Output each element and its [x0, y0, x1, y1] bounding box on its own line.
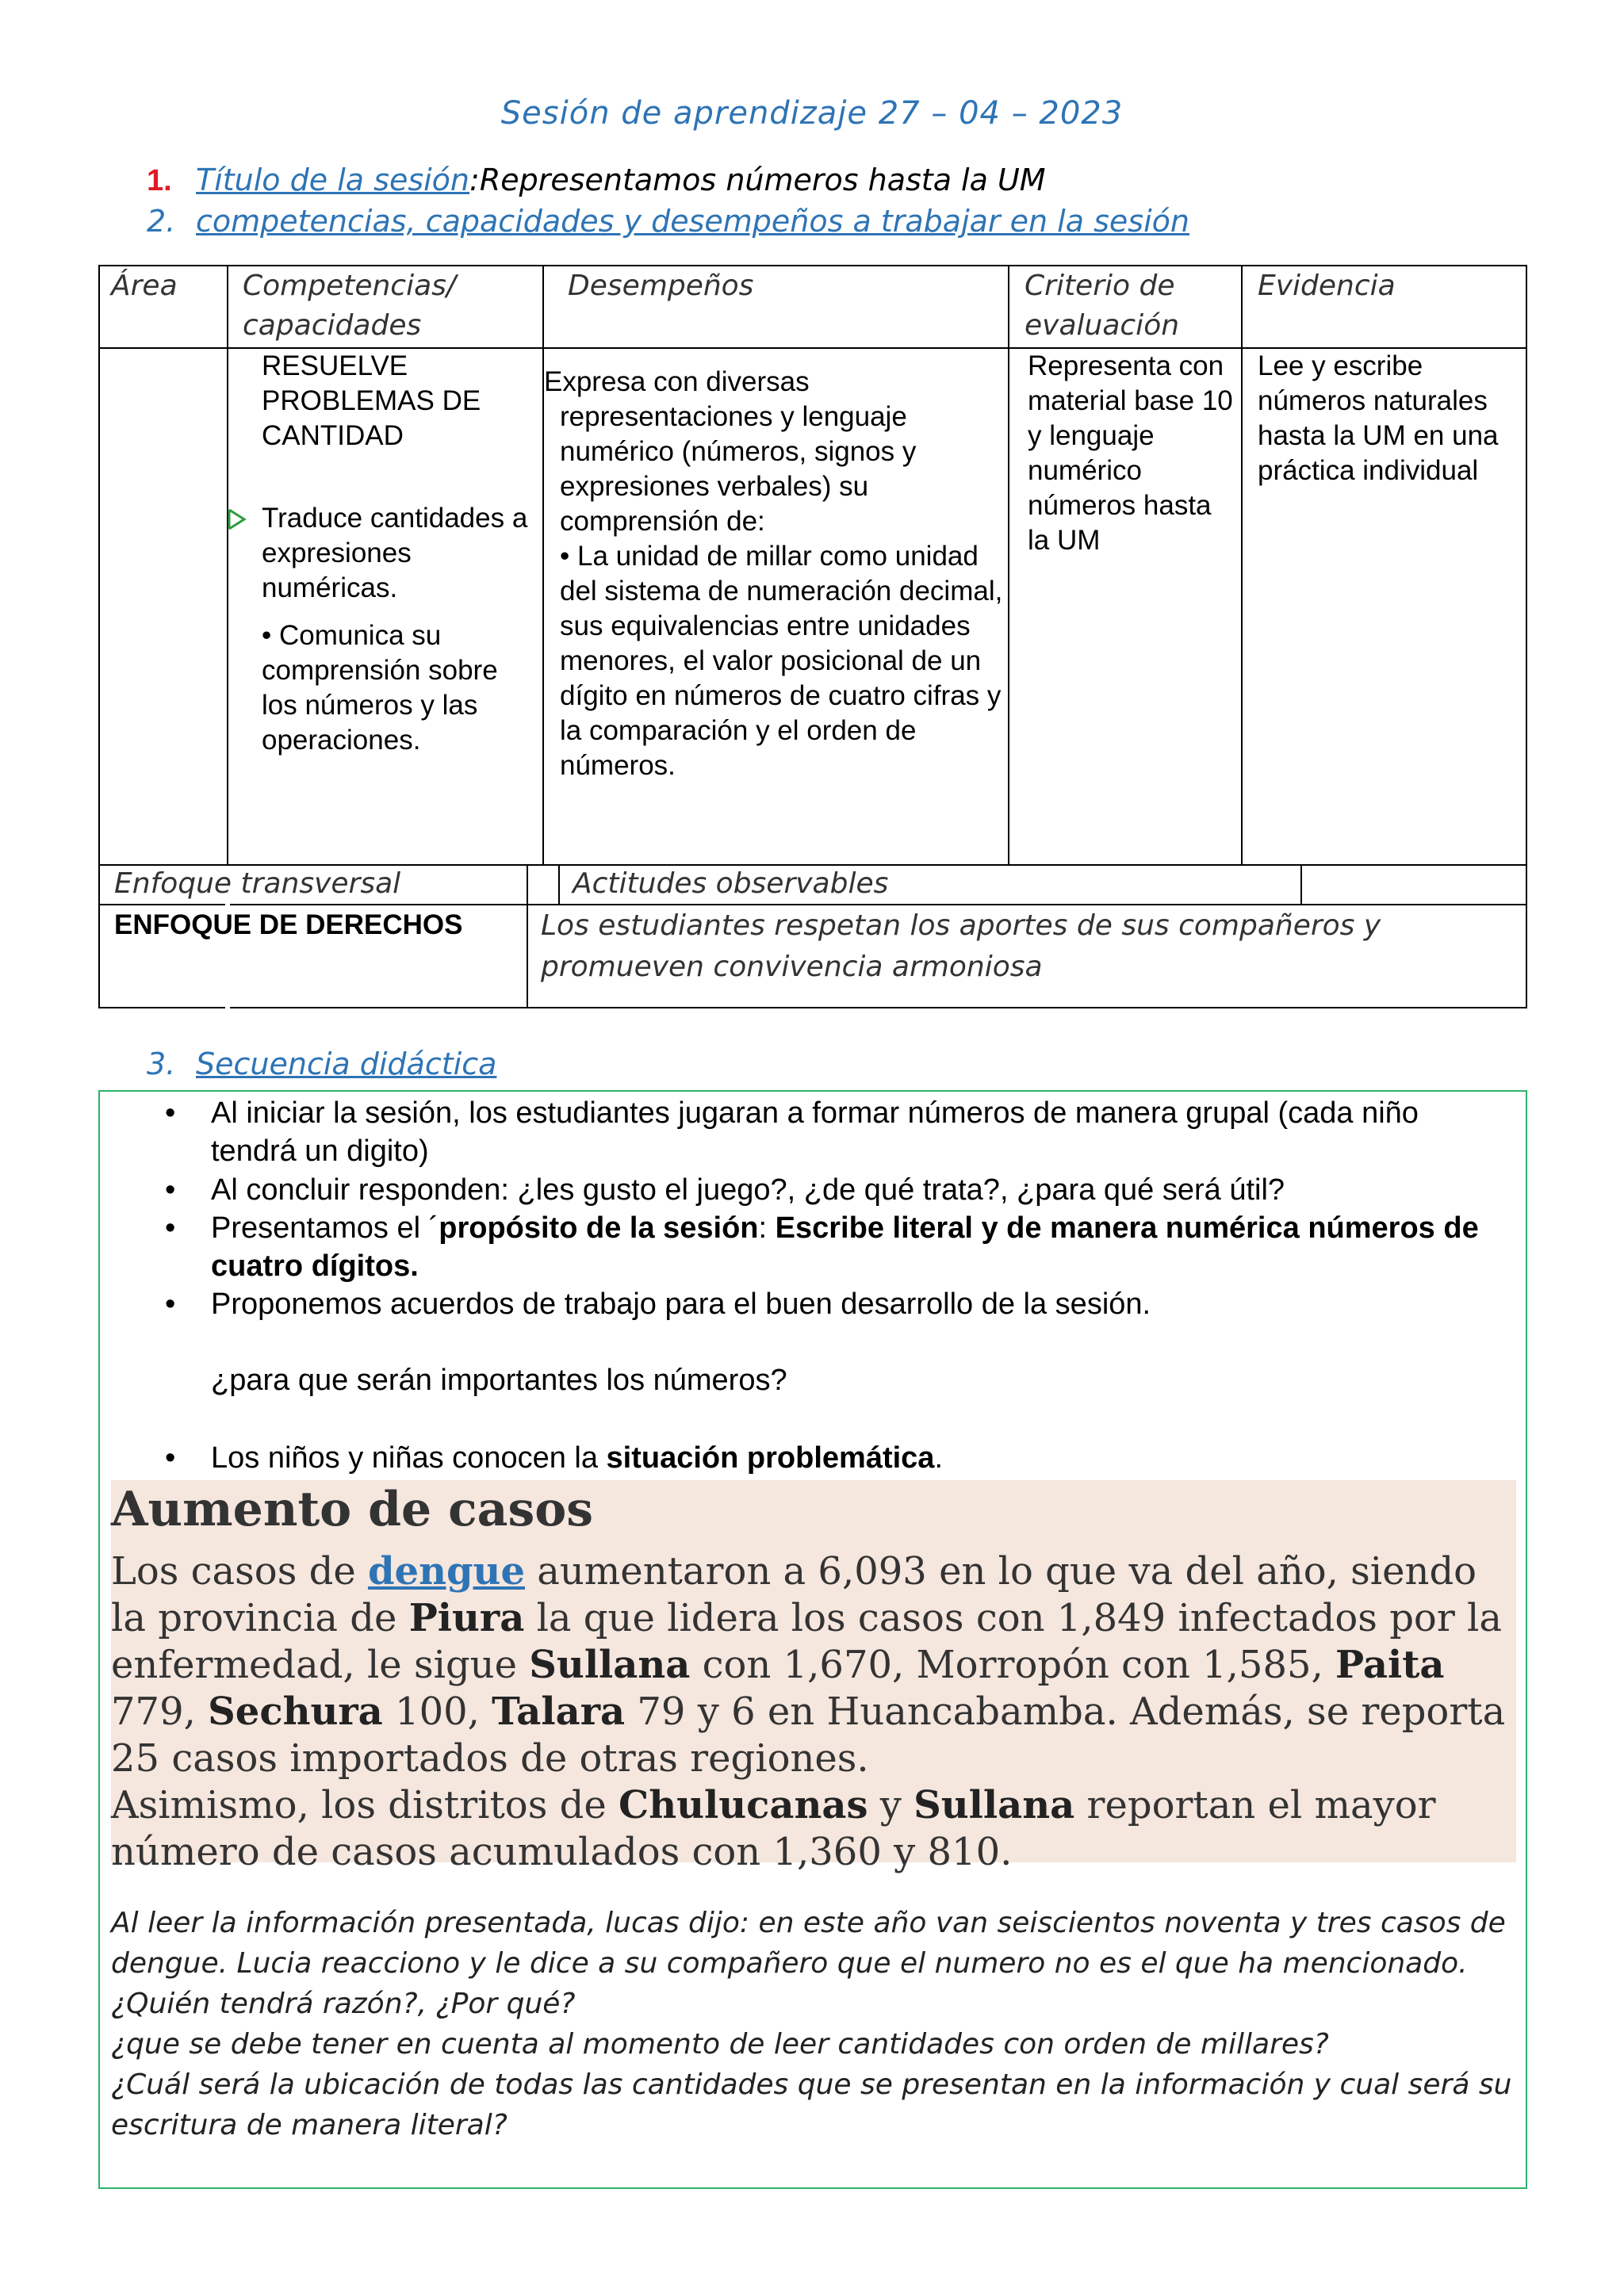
competencies-table: [98, 265, 1527, 1008]
competencies-heading-line: [147, 204, 1189, 239]
desempeno-detail: • La unidad de millar como unidad del sistema de numeración decimal, sus equivalencias entre unidades menores, el valor posicional de un dígito en números de cuatro cifras y la comparación y el orden de números.: [560, 541, 1003, 781]
header-criterio: Criterio de evaluación: [1025, 270, 1180, 342]
session-title-label: Título de la sesión: [196, 163, 470, 197]
list-item: • Al concluir responden: ¿les gusto el juego?, ¿de qué trata?, ¿para qué será útil?: [211, 1171, 1496, 1209]
header-competencias: Competencias/ capacidades: [243, 270, 457, 342]
header-evidencia: Evidencia: [1258, 270, 1396, 302]
item-number-2: 2.: [147, 204, 176, 239]
header-area: Área: [111, 270, 178, 302]
competencia-title: RESUELVE PROBLEMAS DE CANTIDAD: [262, 350, 481, 451]
question-line: ¿para que serán importantes los números?: [211, 1364, 787, 1397]
table-divider: [558, 866, 560, 905]
problem-statement: Al leer la información presentada, lucas dijo: en este año van seiscientos noventa y tres casos de dengue. Lucia reacciono y le dice a su compañero que el numero no es el que ha mencionado.: [111, 1907, 1506, 1980]
list-item: • Presentamos el ´propósito de la sesión: Escribe literal y de manera numérica números de cuatro dígitos.: [211, 1209, 1496, 1285]
capacidad-2: • Comunica su comprensión sobre los números y las operaciones.: [262, 620, 498, 756]
question-2: ¿que se debe tener en cuenta al momento de leer cantidades con orden de millares?: [111, 2028, 1329, 2061]
bullet-icon: •: [165, 1173, 176, 1207]
bullet-icon: •: [165, 1096, 176, 1130]
problem-questions: [111, 1903, 1515, 2145]
header-desempenos: Desempeños: [568, 270, 754, 302]
capacidad-1: [262, 501, 531, 606]
arrow-right-icon: [227, 507, 247, 531]
desempeno-cell: [544, 365, 1004, 783]
competencia-cell: [262, 349, 531, 758]
bullet-icon: •: [165, 1211, 176, 1245]
actitudes-value: Los estudiantes respetan los aportes de sus compañeros y promueven convivencia armoniosa: [541, 909, 1381, 983]
table-divider: [1008, 266, 1009, 866]
list-item: • Proponemos acuerdos de trabajo para el buen desarrollo de la sesión.: [211, 1285, 1496, 1323]
table-divider: [1300, 866, 1302, 905]
list-item: • Al iniciar la sesión, los estudiantes jugaran a formar números de manera grupal (cada niño tendrá un digito): [211, 1094, 1496, 1170]
news-body: Los casos de dengue aumentaron a 6,093 en lo que va del año, siendo la provincia de Piura la que lidera los casos con 1,849 infectados por la enfermedad, le sigue Sullana con 1,670, Morropón con 1,585, Paita 779, Sechura 100, Talara 79 y 6 en Huancabamba. Además, se reporta 25 casos importados de otras regiones. Asimismo, los distritos de Chulucanas y Sullana reportan el mayor número de casos acumulados con 1,360 y 810.: [111, 1549, 1506, 1874]
news-title: Aumento de casos: [111, 1482, 594, 1537]
sequence-heading-line: [147, 1047, 496, 1082]
session-title-line: [147, 163, 1046, 198]
bullet-icon: •: [165, 1441, 176, 1475]
dengue-link[interactable]: dengue: [367, 1549, 525, 1594]
item-number-3: 3.: [147, 1047, 176, 1081]
session-title-value: :Representamos números hasta la UM: [469, 163, 1046, 197]
page-title: Sesión de aprendizaje 27 – 04 – 2023: [500, 95, 1124, 132]
actitudes-header: Actitudes observables: [573, 867, 889, 900]
list-item: • Los niños y niñas conocen la situación problemática.: [211, 1439, 1496, 1477]
enfoque-value: ENFOQUE DE DERECHOS: [114, 909, 463, 940]
bullet-icon: •: [165, 1288, 176, 1321]
criterio-cell: Representa con material base 10 y lenguaje numérico números hasta la UM: [1028, 350, 1233, 556]
question-3: ¿Cuál será la ubicación de todas las cantidades que se presentan en la información y cual será su escritura de manera literal?: [111, 2068, 1512, 2141]
sequence-box: [98, 1090, 1527, 2189]
evidencia-cell: Lee y escribe números naturales hasta la UM en una práctica individual: [1258, 350, 1499, 486]
enfoque-header: Enfoque transversal: [114, 867, 401, 900]
desempeno-text: Expresa con diversas representaciones y lenguaje numérico (números, signos y expresiones verbales) su comprensión de:: [544, 366, 917, 537]
news-excerpt: [111, 1480, 1516, 1874]
question-1: ¿Quién tendrá razón?, ¿Por qué?: [111, 1988, 576, 2020]
capacidad-1-text: Traduce cantidades a expresiones numéricas.: [262, 503, 528, 603]
table-divider: [1241, 266, 1243, 866]
competencies-heading: competencias, capacidades y desempeños a trabajar en la sesión: [196, 204, 1189, 239]
item-number-1: 1.: [147, 164, 172, 197]
sequence-heading: Secuencia didáctica: [196, 1047, 497, 1081]
table-divider: [527, 866, 528, 1008]
